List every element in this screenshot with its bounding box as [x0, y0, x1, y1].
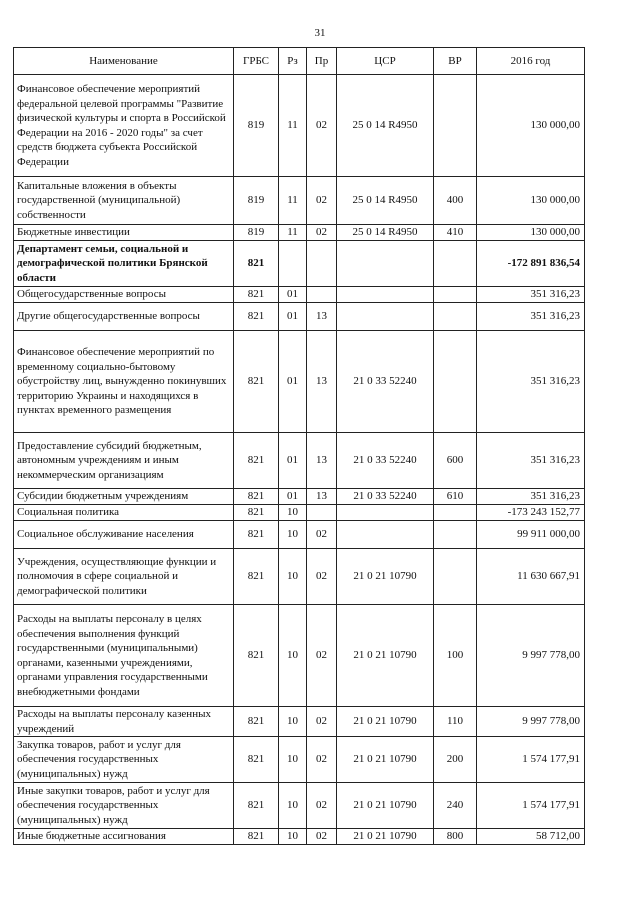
row-pr-cell: 02	[307, 737, 337, 783]
row-name-cell: Социальная политика	[14, 505, 234, 521]
row-pr-cell: 13	[307, 433, 337, 489]
row-csr-cell: 21 0 21 10790	[337, 829, 434, 845]
row-name-cell: Социальное обслуживание населения	[14, 521, 234, 549]
row-vr-cell: 400	[434, 177, 477, 225]
row-grbs-cell: 821	[234, 737, 279, 783]
table-row	[14, 505, 585, 521]
row-grbs-cell: 821	[234, 303, 279, 331]
row-vr-cell: 410	[434, 225, 477, 241]
row-pr-cell: 02	[307, 605, 337, 707]
row-pr-cell: 02	[307, 75, 337, 177]
row-vr-cell	[434, 287, 477, 303]
table-row	[14, 287, 585, 303]
row-rz-cell: 10	[279, 505, 307, 521]
row-name-cell: Расходы на выплаты персоналу в целях обеспечения выполнения функций государственными (муниципальными) органами, казенными учреждениями, органами управления государственными внебюджетными фондами	[14, 605, 234, 707]
row-rz-cell: 01	[279, 331, 307, 433]
row-pr-cell: 02	[307, 549, 337, 605]
table-row	[14, 433, 585, 489]
row-rz-cell: 11	[279, 225, 307, 241]
row-name-cell: Учреждения, осуществляющие функции и полномочия в сфере социальной и демографической политики	[14, 549, 234, 605]
row-grbs-cell: 819	[234, 75, 279, 177]
table-row	[14, 829, 585, 845]
table-row	[14, 75, 585, 177]
row-amount-cell: -172 891 836,54	[477, 241, 585, 287]
row-csr-cell: 21 0 33 52240	[337, 489, 434, 505]
table-row	[14, 241, 585, 287]
row-rz-cell: 01	[279, 433, 307, 489]
row-pr-cell	[307, 505, 337, 521]
table-row	[14, 707, 585, 737]
row-grbs-cell: 819	[234, 225, 279, 241]
row-grbs-cell: 821	[234, 331, 279, 433]
row-rz-cell: 01	[279, 489, 307, 505]
row-vr-cell	[434, 521, 477, 549]
row-vr-cell: 800	[434, 829, 477, 845]
row-name-cell: Иные закупки товаров, работ и услуг для обеспечения государственных (муниципальных) нужд	[14, 783, 234, 829]
row-amount-cell: 351 316,23	[477, 303, 585, 331]
row-vr-cell	[434, 549, 477, 605]
row-vr-cell: 610	[434, 489, 477, 505]
row-amount-cell: 58 712,00	[477, 829, 585, 845]
row-grbs-cell: 821	[234, 241, 279, 287]
row-pr-cell: 02	[307, 707, 337, 737]
row-name-cell: Финансовое обеспечение мероприятий по временному социально-бытовому обустройству лиц, вынужденно покинувших территорию Украины и находящихся в пунктах временного размещения	[14, 331, 234, 433]
row-grbs-cell: 819	[234, 177, 279, 225]
table-row	[14, 489, 585, 505]
table-row	[14, 177, 585, 225]
row-vr-cell	[434, 331, 477, 433]
header-csr: ЦСР	[337, 48, 434, 75]
row-grbs-cell: 821	[234, 783, 279, 829]
row-grbs-cell: 821	[234, 433, 279, 489]
header-vr: ВР	[434, 48, 477, 75]
budget-table	[13, 47, 585, 845]
row-amount-cell: 130 000,00	[477, 75, 585, 177]
table-row	[14, 225, 585, 241]
row-amount-cell: 1 574 177,91	[477, 737, 585, 783]
row-rz-cell: 11	[279, 75, 307, 177]
row-csr-cell: 21 0 21 10790	[337, 783, 434, 829]
row-pr-cell: 02	[307, 829, 337, 845]
row-name-cell: Финансовое обеспечение мероприятий федеральной целевой программы "Развитие физической культуры и спорта в Российской Федерации на 2016 - 2020 годы" за счет средств бюджета субъекта Российской Федерации	[14, 75, 234, 177]
page-number: 31	[314, 27, 326, 39]
row-pr-cell: 02	[307, 521, 337, 549]
row-vr-cell	[434, 505, 477, 521]
row-pr-cell: 13	[307, 303, 337, 331]
row-csr-cell: 21 0 33 52240	[337, 331, 434, 433]
row-vr-cell: 240	[434, 783, 477, 829]
row-rz-cell: 11	[279, 177, 307, 225]
table-header-row	[14, 48, 585, 75]
header-grbs: ГРБС	[234, 48, 279, 75]
row-amount-cell: 130 000,00	[477, 177, 585, 225]
row-rz-cell: 01	[279, 303, 307, 331]
row-pr-cell: 02	[307, 177, 337, 225]
row-amount-cell: 11 630 667,91	[477, 549, 585, 605]
row-vr-cell: 100	[434, 605, 477, 707]
table-row	[14, 605, 585, 707]
row-csr-cell: 25 0 14 R4950	[337, 225, 434, 241]
row-pr-cell: 02	[307, 225, 337, 241]
table-row	[14, 549, 585, 605]
row-csr-cell: 21 0 21 10790	[337, 737, 434, 783]
row-amount-cell: 9 997 778,00	[477, 707, 585, 737]
row-csr-cell: 21 0 21 10790	[337, 605, 434, 707]
row-name-cell: Бюджетные инвестиции	[14, 225, 234, 241]
row-rz-cell: 10	[279, 521, 307, 549]
row-csr-cell: 25 0 14 R4950	[337, 75, 434, 177]
row-csr-cell	[337, 505, 434, 521]
row-csr-cell: 21 0 33 52240	[337, 433, 434, 489]
table-row	[14, 303, 585, 331]
row-rz-cell: 10	[279, 829, 307, 845]
row-vr-cell	[434, 75, 477, 177]
row-pr-cell	[307, 241, 337, 287]
row-amount-cell: 351 316,23	[477, 331, 585, 433]
row-vr-cell: 200	[434, 737, 477, 783]
row-pr-cell: 13	[307, 331, 337, 433]
row-amount-cell: 1 574 177,91	[477, 783, 585, 829]
row-rz-cell: 10	[279, 605, 307, 707]
row-amount-cell: 99 911 000,00	[477, 521, 585, 549]
row-amount-cell: 130 000,00	[477, 225, 585, 241]
row-amount-cell: 351 316,23	[477, 489, 585, 505]
table-row	[14, 737, 585, 783]
row-vr-cell: 110	[434, 707, 477, 737]
header-year: 2016 год	[477, 48, 585, 75]
row-rz-cell: 10	[279, 707, 307, 737]
row-grbs-cell: 821	[234, 605, 279, 707]
row-rz-cell: 10	[279, 549, 307, 605]
row-amount-cell: 351 316,23	[477, 433, 585, 489]
row-grbs-cell: 821	[234, 521, 279, 549]
row-vr-cell	[434, 241, 477, 287]
row-grbs-cell: 821	[234, 707, 279, 737]
row-name-cell: Другие общегосударственные вопросы	[14, 303, 234, 331]
row-rz-cell: 01	[279, 287, 307, 303]
header-name: Наименование	[14, 48, 234, 75]
row-name-cell: Предоставление субсидий бюджетным, автономным учреждениям и иным некоммерческим организациям	[14, 433, 234, 489]
row-csr-cell	[337, 303, 434, 331]
row-name-cell: Общегосударственные вопросы	[14, 287, 234, 303]
row-rz-cell: 10	[279, 783, 307, 829]
row-amount-cell: 351 316,23	[477, 287, 585, 303]
row-grbs-cell: 821	[234, 505, 279, 521]
row-csr-cell	[337, 241, 434, 287]
header-rz: Рз	[279, 48, 307, 75]
row-pr-cell	[307, 287, 337, 303]
row-rz-cell	[279, 241, 307, 287]
row-csr-cell: 21 0 21 10790	[337, 707, 434, 737]
row-vr-cell	[434, 303, 477, 331]
table-row	[14, 331, 585, 433]
row-rz-cell: 10	[279, 737, 307, 783]
row-grbs-cell: 821	[234, 549, 279, 605]
row-grbs-cell: 821	[234, 829, 279, 845]
row-name-cell: Субсидии бюджетным учреждениям	[14, 489, 234, 505]
row-name-cell: Иные бюджетные ассигнования	[14, 829, 234, 845]
row-name-cell: Капитальные вложения в объекты государственной (муниципальной) собственности	[14, 177, 234, 225]
row-csr-cell	[337, 521, 434, 549]
row-pr-cell: 13	[307, 489, 337, 505]
row-grbs-cell: 821	[234, 489, 279, 505]
row-pr-cell: 02	[307, 783, 337, 829]
row-csr-cell: 25 0 14 R4950	[337, 177, 434, 225]
row-grbs-cell: 821	[234, 287, 279, 303]
table-row	[14, 783, 585, 829]
row-csr-cell: 21 0 21 10790	[337, 549, 434, 605]
table-body	[14, 75, 585, 845]
row-name-cell: Закупка товаров, работ и услуг для обеспечения государственных (муниципальных) нужд	[14, 737, 234, 783]
row-amount-cell: -173 243 152,77	[477, 505, 585, 521]
row-vr-cell: 600	[434, 433, 477, 489]
row-csr-cell	[337, 287, 434, 303]
header-pr: Пр	[307, 48, 337, 75]
table-row	[14, 521, 585, 549]
row-name-cell: Департамент семьи, социальной и демографической политики Брянской области	[14, 241, 234, 287]
row-amount-cell: 9 997 778,00	[477, 605, 585, 707]
row-name-cell: Расходы на выплаты персоналу казенных учреждений	[14, 707, 234, 737]
